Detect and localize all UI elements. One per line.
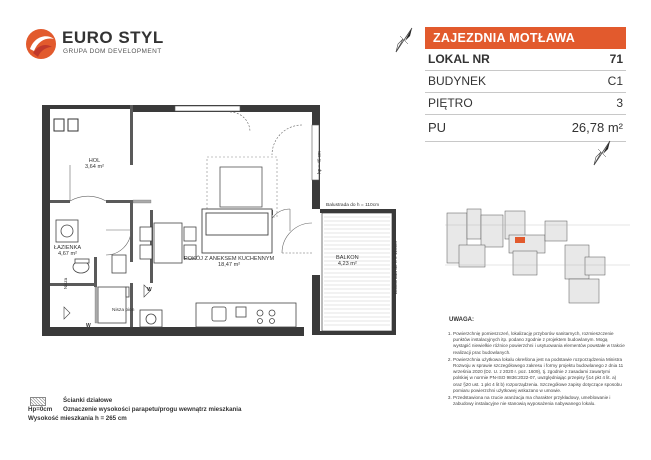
room-hol — [85, 158, 104, 170]
brand-name: EURO STYL — [62, 28, 164, 47]
notes-section — [425, 317, 626, 408]
balustrada-label-right: Balustrada do h = 110cm — [394, 240, 400, 295]
info-row-pietro — [425, 93, 626, 115]
info-row-pu — [425, 115, 626, 142]
legend-row-threshold — [28, 406, 328, 415]
brand-tagline: GRUPA DOM DEVELOPMENT — [63, 48, 162, 55]
window-height-label: hp = 45 cm — [316, 151, 322, 174]
info-value: C1 — [607, 74, 623, 88]
w-label: W — [147, 287, 152, 293]
floor-plan — [40, 105, 420, 340]
info-value: 71 — [609, 52, 623, 66]
info-label: LOKAL NR — [428, 52, 490, 66]
legend-text: Ścianki działowe — [63, 397, 113, 404]
legend — [28, 397, 328, 424]
room-name: BALKON — [336, 255, 359, 261]
room-area: 4,23 m² — [337, 261, 357, 267]
nisza-pion-label: Nisza pion — [112, 308, 135, 313]
info-label: BUDYNEK — [428, 74, 487, 88]
info-row-lokal — [425, 49, 626, 71]
room-area: 18,47 m² — [218, 262, 241, 268]
note-item: 3. Przedstawiona na rzucie aranżacja ma charakter przykładowy, umeblowanie i zabudowy instalacyjne nie stanowią wyposażenia nabywanego lokalu. — [453, 395, 626, 407]
legend-row-partition — [28, 397, 328, 406]
height-note: Wysokość mieszkania h = 265 cm — [28, 415, 127, 422]
info-row-budynek — [425, 71, 626, 93]
key-plan — [445, 205, 630, 315]
room-area: 4,67 m² — [58, 251, 77, 257]
room-name: HOL — [88, 158, 101, 164]
balustrada-label-top: Balustrada do h = 110cm — [326, 203, 380, 208]
room-balkon — [336, 255, 359, 267]
nisza-label: Nisza — [63, 277, 69, 290]
legend-symbol: Hp=0cm — [28, 406, 53, 413]
info-value: 3 — [616, 96, 623, 110]
room-area: 3,64 m² — [85, 164, 104, 170]
project-name: ZAJEZDNIA MOTŁAWA — [425, 27, 626, 49]
euro-styl-logo-icon — [24, 27, 58, 61]
north-arrow-icon — [392, 26, 416, 54]
legend-row-height — [28, 415, 328, 424]
unit-info-panel — [425, 27, 626, 142]
room-name: POKÓJ Z ANEKSEM KUCHENNYM — [184, 256, 275, 262]
north-arrow-icon — [590, 139, 614, 167]
room-name: ŁAZIENKA — [54, 245, 82, 251]
brand-logo — [24, 24, 164, 64]
note-item: 2. Powierzchnia użytkowa lokalu określona jest na podstawie rozporządzenia Ministra Rozwoju w sprawie szczegółowego zakresu i formy projektu budowlanego z dnia 11 września 2020 (Dz. U. z 2020 r. poz. 1609), tj. zgodnie z zasadami zawartymi polskiej w normie PN-ISO 9836:2022-07, uwzględniając przepisy §14 pkt 4 lit. a) oraz §20 ust. 1 pkt 4 lit b) rozporządzenia. Szczegółowe zapisy dotyczące sposobu pomiaru powierzchni użytkowej wskazano w umowie. — [453, 357, 626, 394]
info-value: 26,78 m² — [571, 120, 623, 135]
room-pokoj — [184, 256, 274, 268]
legend-text: Oznaczenie wysokości parapetu/progu wewnątrz mieszkania — [63, 406, 242, 413]
info-label: PIĘTRO — [428, 96, 473, 110]
room-lazienka — [54, 245, 81, 257]
floor-plan-drawing — [40, 105, 420, 340]
notes-title: UWAGA: — [449, 317, 474, 323]
info-label: PU — [428, 120, 447, 135]
partition-hatch-icon — [30, 397, 46, 406]
note-item: 1. Powierzchnię pomieszczeń, lokalizację przyborów sanitarnych, rozmieszczenie punktów instalacyjnych itp. podano zgodnie z projektem budowlanym. Mogą wystąpić niewielkie różnice powierzchni i usytuowania elementów powstałe w trakcie realizacji prac budowlanych. — [453, 331, 626, 356]
w-label: W — [86, 323, 91, 329]
